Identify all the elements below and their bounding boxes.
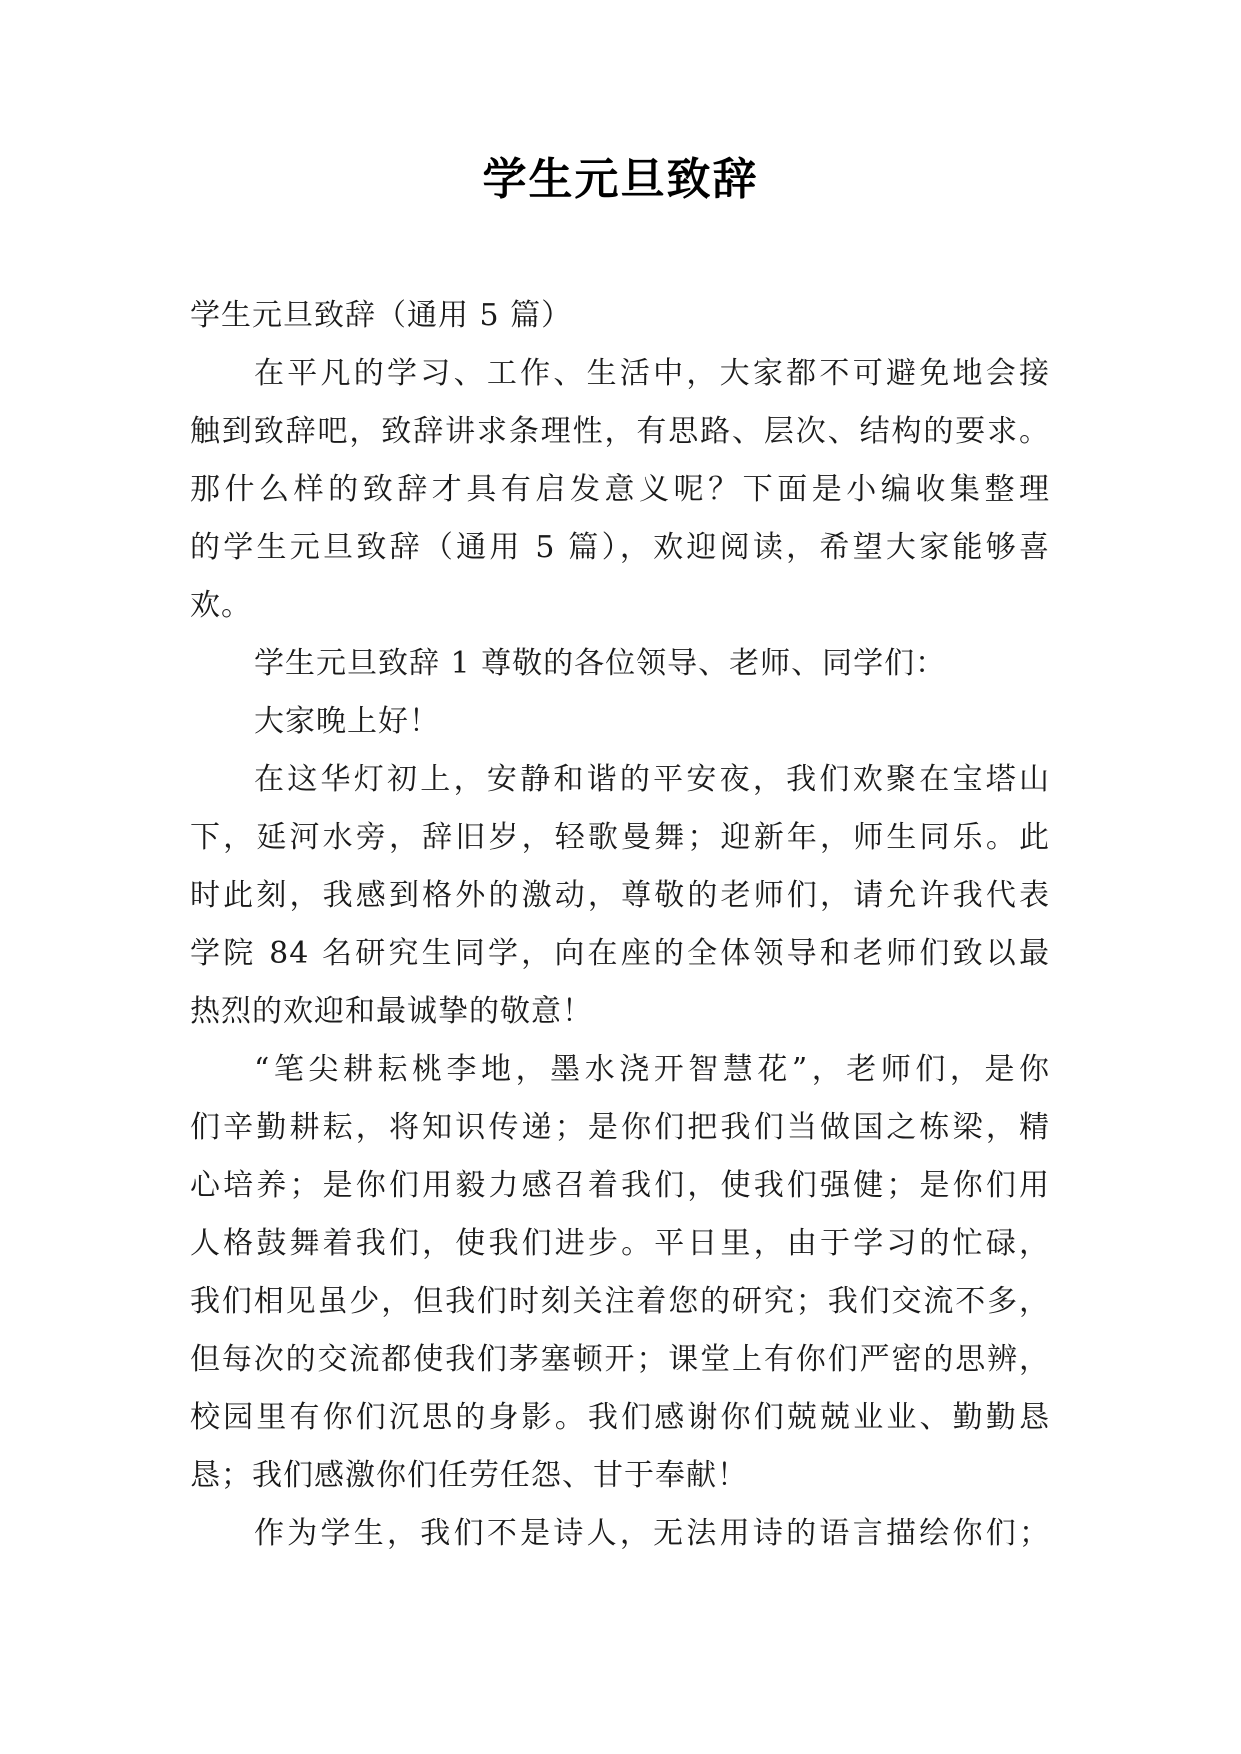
paragraph-line: 校园里有你们沉思的身影。我们感谢你们兢兢业业、勤勤恳: [190, 1400, 1050, 1435]
paragraph-line: 作为学生，我们不是诗人，无法用诗的语言描绘你们；: [254, 1516, 1050, 1551]
paragraph-line: 的学生元旦致辞（通用 5 篇），欢迎阅读，希望大家能够喜: [190, 530, 1050, 565]
paragraph-line: 时此刻，我感到格外的激动，尊敬的老师们，请允许我代表: [190, 878, 1050, 913]
paragraph-line: 那什么样的致辞才具有启发意义呢？下面是小编收集整理: [190, 472, 1050, 507]
document-body: [190, 287, 1050, 1563]
paragraph-line: 恳；我们感激你们任劳任怨、甘于奉献！: [190, 1458, 748, 1493]
paragraph-line: 人格鼓舞着我们，使我们进步。平日里，由于学习的忙碌，: [190, 1226, 1050, 1261]
paragraph-line: 热烈的欢迎和最诚挚的敬意！: [190, 994, 593, 1029]
paragraph-line: 但每次的交流都使我们茅塞顿开；课堂上有你们严密的思辨，: [190, 1342, 1050, 1377]
paragraph-line: 学生元旦致辞 1 尊敬的各位领导、老师、同学们：: [254, 646, 947, 681]
paragraph-line: 我们相见虽少，但我们时刻关注着您的研究；我们交流不多，: [190, 1284, 1050, 1319]
paragraph-line: 们辛勤耕耘，将知识传递；是你们把我们当做国之栋梁，精: [190, 1110, 1050, 1145]
paragraph-line: “笔尖耕耘桃李地，墨水浇开智慧花”，老师们，是你: [254, 1052, 1050, 1087]
paragraph-line: 欢。: [190, 588, 252, 623]
document-title: 学生元旦致辞: [482, 154, 759, 205]
paragraph-line: 大家晚上好！: [254, 704, 440, 739]
paragraph-line: 在平凡的学习、工作、生活中，大家都不可避免地会接: [254, 356, 1050, 391]
paragraph-line: 触到致辞吧，致辞讲求条理性，有思路、层次、结构的要求。: [190, 414, 1050, 449]
paragraph-line: 在这华灯初上，安静和谐的平安夜，我们欢聚在宝塔山: [254, 762, 1050, 797]
paragraph-line: 学院 84 名研究生同学，向在座的全体领导和老师们致以最: [190, 936, 1050, 971]
paragraph-line: 下，延河水旁，辞旧岁，轻歌曼舞；迎新年，师生同乐。此: [190, 820, 1050, 855]
subtitle-line: 学生元旦致辞（通用 5 篇）: [190, 298, 573, 333]
paragraph-line: 心培养；是你们用毅力感召着我们，使我们强健；是你们用: [190, 1168, 1050, 1203]
